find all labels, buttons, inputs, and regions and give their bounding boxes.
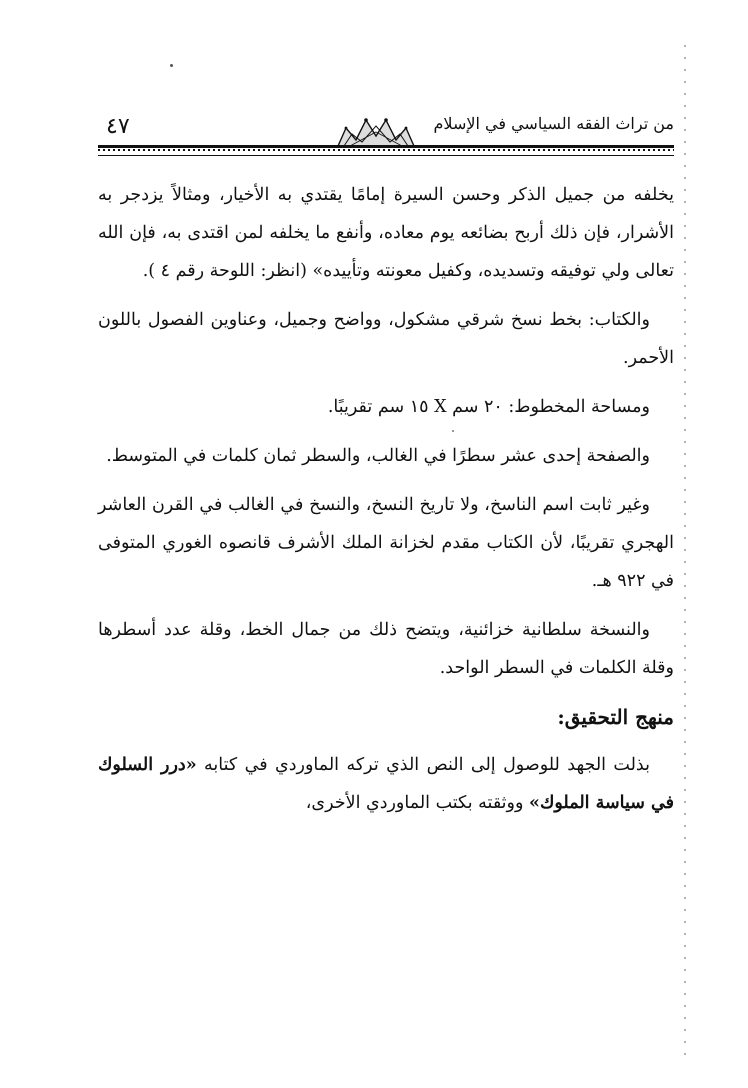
paragraph: يخلفه من جميل الذكر وحسن السيرة إمامًا يقتدي به الأخيار، ومثالاً يزدجر به الأشرار، فإن ذلك أربح بضائعه يوم معاده، وأنفع ما يخلفه لمن اقتدى به، فإن الله تعالى ولي توفيقه وتسديده، وكفيل معونته وتأييده» (انظر: اللوحة رقم ٤ ).	[98, 185, 674, 281]
header-rule	[98, 145, 674, 156]
running-title: من تراث الفقه السياسي في الإسلام	[433, 114, 674, 133]
paragraph	[98, 746, 674, 822]
paragraph-start: بذلت الجهد للوصول إلى النص الذي تركه الماوردي في كتابه	[204, 755, 650, 775]
paragraph: ومساحة المخطوط: ٢٠ سم X ١٥ سم تقريبًا.	[327, 397, 650, 417]
paragraph: والصفحة إحدى عشر سطرًا في الغالب، والسطر ثمان كلمات في المتوسط.	[106, 446, 650, 466]
page-edge-dots	[684, 40, 686, 1060]
paragraph: والكتاب: بخط نسخ شرقي مشكول، وواضح وجميل، وعناوين الفصول باللون الأحمر.	[98, 310, 674, 368]
section-heading: منهج التحقيق:	[557, 705, 674, 729]
page-number: ٤٧	[106, 114, 130, 139]
paragraph: وغير ثابت اسم الناسخ، ولا تاريخ النسخ، والنسخ في الغالب في القرن العاشر الهجري تقريبًا، لأن الكتاب مقدم لخزانة الملك الأشرف قانصوه الغوري المتوفى في ٩٢٢ هـ.	[98, 495, 674, 591]
book-title: «درر السلوك في سياسة الملوك»	[98, 755, 674, 813]
page-body	[98, 176, 674, 833]
paragraph: والنسخة سلطانية خزائنية، ويتضح ذلك من جمال الخط، وقلة عدد أسطرها وقلة الكلمات في السطر الواحد.	[98, 620, 674, 678]
paragraph-end: ووثقته بكتب الماوردي الأخرى،	[305, 793, 524, 813]
page-header	[98, 112, 674, 140]
speck	[170, 64, 173, 67]
